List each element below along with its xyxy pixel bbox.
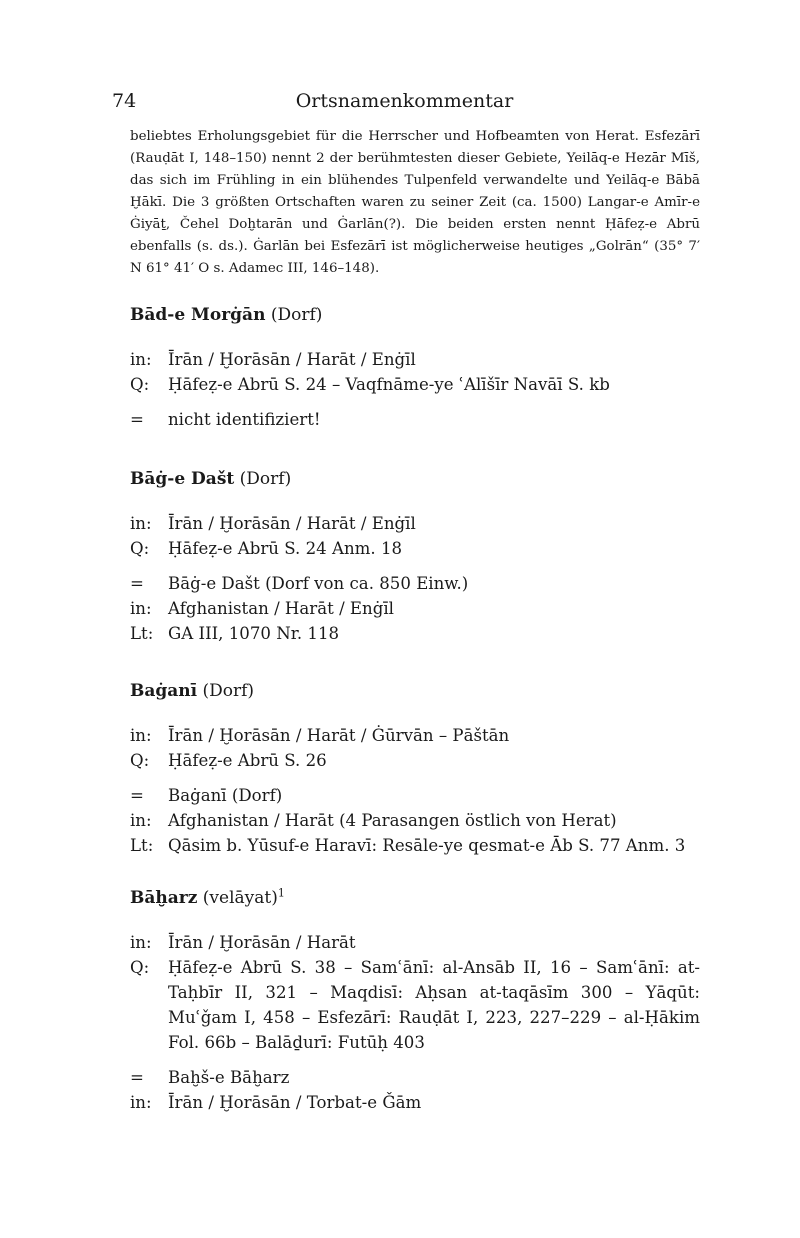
row-label: Q: [130, 539, 150, 558]
row-label: in: [130, 933, 152, 952]
entry-row [130, 596, 700, 621]
row-label: in: [130, 599, 152, 618]
row-value: GA III, 1070 Nr. 118 [168, 624, 340, 643]
row-value: Bāġ-e Dašt (Dorf von ca. 850 Einw.) [168, 574, 469, 593]
footnote-marker: 1 [277, 886, 285, 900]
row-value: Īrān / Ḫorāsān / Harāt / Ġūrvān – Pāštān [168, 726, 510, 745]
entry-headword: Bāḫarz [130, 888, 198, 908]
running-head: Ortsnamenkommentar [295, 90, 514, 112]
entry-bag-e-dast [130, 467, 700, 646]
row-label: = [130, 1068, 144, 1087]
entry-row [130, 536, 700, 561]
row-label: = [130, 574, 144, 593]
entry-type: (Dorf) [270, 305, 323, 325]
entry-heading [130, 679, 700, 703]
entry-type: (Dorf) [239, 469, 292, 489]
row-value: Ḥāfeẓ-e Abrū S. 24 – Vaqfnāme-ye ʿAlīšīr Navāī S. kb [168, 375, 610, 394]
page-header [112, 90, 697, 118]
entry-row [130, 372, 700, 397]
entry-row [130, 347, 700, 372]
row-label: Q: [130, 375, 150, 394]
entry-row [130, 808, 700, 833]
row-value: Īrān / Ḫorāsān / Harāt [168, 933, 356, 952]
entry-headword: Bāġ-e Dašt [130, 469, 235, 489]
entry-row [130, 621, 700, 646]
row-value: Afghanistan / Harāt / Enġīl [168, 599, 394, 618]
entry-heading [130, 886, 700, 910]
entry-row [130, 748, 700, 773]
entry-row [130, 723, 700, 748]
entry-bad-e-morgan [130, 303, 700, 432]
row-label: = [130, 410, 144, 429]
row-label: Q: [130, 751, 150, 770]
row-label: Q: [130, 958, 150, 977]
row-label: in: [130, 350, 152, 369]
intro-paragraph: beliebtes Erholungsgebiet für die Herrscher und Hofbeamten von Herat. Esfezārī (Rauḍāt I, 148–150) nennt 2 der berühmtesten dieser Gebiete, Yeilāq-e Hezār Mīš, das sich im Frühling in ein blühendes Tulpenfeld verwandelte und Yeilāq-e Bābā Ḫākī. Die 3 größten Ortschaften waren zu seiner Zeit (ca. 1500) Langar-e Amīr-e Ġiyāṯ, Čehel Doḫtarān und Ġarlān(?). Die beiden ersten nennt Ḥāfeẓ-e Abrū ebenfalls (s. ds.). Ġarlān bei Esfezārī ist möglicherweise heutiges „Golrān“ (35° 7′ N 61° 41′ O s. Adamec III, 146–148). [130, 129, 700, 276]
entry-row [130, 1090, 700, 1115]
row-label: in: [130, 811, 152, 830]
entry-type: (Dorf) [202, 681, 255, 701]
entry-bagani [130, 679, 700, 858]
row-value: Baḫš-e Bāḫarz [168, 1068, 290, 1087]
entry-row [130, 407, 700, 432]
entry-heading [130, 467, 700, 491]
row-value: Ḥāfeẓ-e Abrū S. 24 Anm. 18 [168, 539, 403, 558]
row-value: Īrān / Ḫorāsān / Harāt / Enġīl [168, 514, 416, 533]
entry-headword: Bād-e Morġān [130, 305, 266, 325]
entry-row [130, 511, 700, 536]
row-label: Lt: [130, 624, 154, 643]
row-value: Ḥāfeẓ-e Abrū S. 26 [168, 751, 327, 770]
entry-headword: Baġanī [130, 681, 198, 701]
entry-row [130, 1065, 700, 1090]
row-label: in: [130, 514, 152, 533]
entry-heading [130, 303, 700, 327]
row-label: in: [130, 1093, 152, 1112]
entry-type: (velāyat) [202, 888, 278, 908]
row-value: Afghanistan / Harāt (4 Parasangen östlich von Herat) [168, 811, 617, 830]
entry-baharz [130, 886, 700, 1115]
row-value: Qāsim b. Yūsuf-e Haravī: Resāle-ye qesmat-e Āb S. 77 Anm. 3 [168, 836, 686, 855]
row-value: Baġanī (Dorf) [168, 786, 283, 805]
row-value: Īrān / Ḫorāsān / Harāt / Enġīl [168, 350, 416, 369]
entry-row [130, 955, 700, 1055]
entry-row [130, 833, 700, 858]
row-value: Ḥāfeẓ-e Abrū S. 38 – Samʿānī: al-Ansāb II, 16 – Samʿānī: at-Taḥbīr II, 321 – Maqdisī: Aḥsan at-taqāsīm 300 – Yāqūt: Muʿǧam I, 458 – Esfezārī: Rauḍāt I, 223, 227–229 – al-Ḥākim Fol. 66b – Balāḏurī: Futūḥ 403 [168, 958, 700, 1052]
row-label: = [130, 786, 144, 805]
row-value: Īrān / Ḫorāsān / Torbat-e Ǧām [168, 1093, 422, 1112]
entry-row [130, 571, 700, 596]
row-label: in: [130, 726, 152, 745]
page-number: 74 [112, 90, 137, 112]
entry-row [130, 930, 700, 955]
row-label: Lt: [130, 836, 154, 855]
row-value: nicht identifiziert! [168, 410, 321, 429]
entry-row [130, 783, 700, 808]
